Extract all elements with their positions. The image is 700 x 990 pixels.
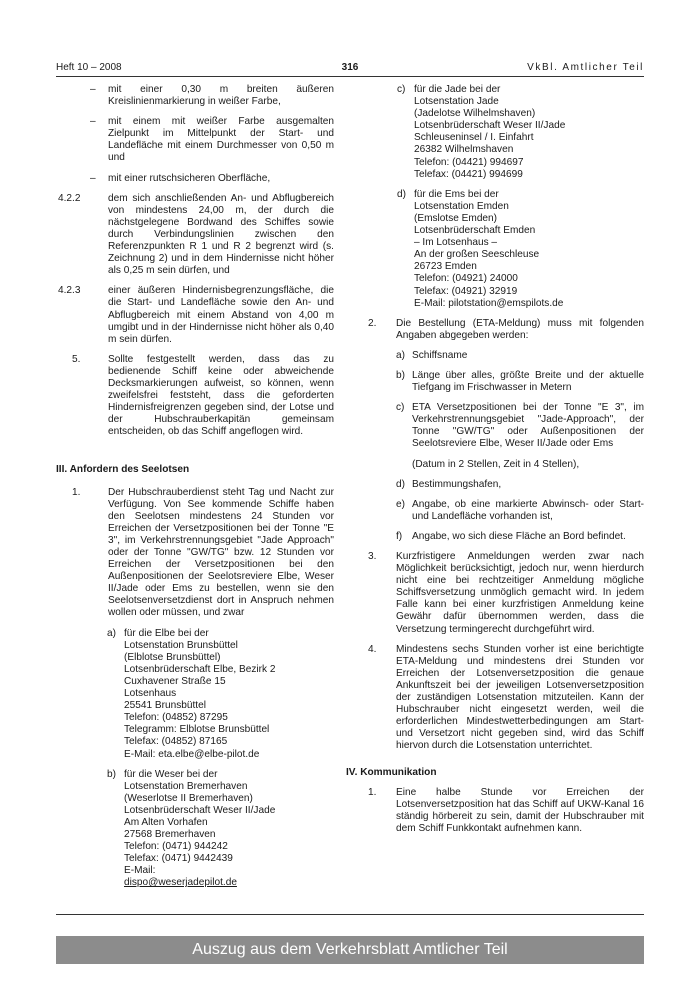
dash-item xyxy=(56,116,334,164)
sub-item xyxy=(366,479,644,491)
email-prefix: E-Mail: xyxy=(124,865,156,877)
address-line: Cuxhavener Straße 15 xyxy=(124,675,226,687)
item-number: 4.2.3 xyxy=(58,285,81,297)
item-number: 1. xyxy=(368,786,377,798)
sub-text: ETA Versetzpositionen bei der Tonne "E 3", im Verkehrstrennungsgebiet "Jade-Approach", der Tonne "GW/TG" oder Außenpositionen der Seelotsreviere Elbe, Weser II/Jade oder Ems xyxy=(412,402,644,450)
left-column xyxy=(56,84,334,898)
address-line: E-Mail: pilotstation@emspilots.de xyxy=(414,297,564,309)
item-number: 1. xyxy=(72,486,81,498)
sub-marker: f) xyxy=(396,530,403,542)
sub-item xyxy=(366,531,644,543)
address-line: Am Alten Vorhafen xyxy=(124,816,208,828)
numbered-item xyxy=(366,551,644,636)
item-number: 5. xyxy=(72,353,81,365)
address-line: 26723 Emden xyxy=(414,261,477,273)
dash-text: mit einem mit weißer Farbe ausgemalten Zielpunkt im Mittelpunkt der Start- und Landefläche mit einem Durchmesser von 0,50 m und xyxy=(108,116,334,164)
dash-item xyxy=(56,173,334,185)
address-line: Lotsenstation Bremerhaven xyxy=(124,780,248,792)
sub-text: Schiffsname xyxy=(412,349,468,361)
email-line xyxy=(124,865,334,889)
sub-marker: c) xyxy=(396,402,405,414)
numbered-item xyxy=(56,354,334,439)
dash-marker: – xyxy=(90,116,96,128)
item-text: Sollte festgestellt werden, dass das zu bedienende Schiff keine oder abweichende Decksmarkierungen aufweist, so können, wenn zweifelsfrei feststeht, dass die geforderten Hindernisfreigrenzen gegeben sind, der Lotse und der Hubschrauberkapitän gemeinsam entscheiden, ob das Schiff angeflogen wird. xyxy=(108,353,334,438)
dash-text: mit einer 0,30 m breiten äußeren Kreislinienmarkierung in weißer Farbe, xyxy=(108,84,334,108)
item-text: einer äußeren Hindernisbegrenzungsfläche, die die Start- und Landefläche sowie den An- und Abflugbereich mit einem Abstand von 4,00 m umgibt und in der Hindernisse nicht höher als 0,40 m sein dürfen. xyxy=(108,285,334,345)
address-line: Telefax: (04921) 32919 xyxy=(414,285,518,297)
item-text: dem sich anschließenden An- und Abflugbereich von mindestens 24,00 m, der durch die nächstgelegene Bordwand des Schiffes sowie durch Verbindungslinien zwischen den Referenzpunkten R 1 und R 2 begrenzt wird (s. Zeichnung 2) und in dem Hindernisse nicht höher als 0,25 m sein dürfen, und xyxy=(108,192,334,277)
sub-text: Angabe, wo sich diese Fläche an Bord befindet. xyxy=(412,530,626,542)
address-line: Lotsenstation Brunsbüttel xyxy=(124,639,238,651)
numbered-item xyxy=(56,285,334,345)
address-line: 26382 Wilhelmshaven xyxy=(414,144,514,156)
address-block-elbe xyxy=(56,628,334,761)
sub-text: Bestimmungshafen, xyxy=(412,478,502,490)
page-number: 316 xyxy=(341,62,359,73)
address-line: Lotsenstation Emden xyxy=(414,200,509,212)
address-line: (Jadelotse Wilhelmshaven) xyxy=(414,108,536,120)
item-text: Mindestens sechs Stunden vorher ist eine berichtigte ETA-Meldung und mindestens drei Stunden vor Erreichen der Lotsenversetzposition die genaue Ankunftszeit bei der jeweiligen Lotsenversetzposition der zuständigen Lotsenstation mitzuteilen. Kann der Hubschrauber nicht eingesetzt werden, weil die erforderlichen Mindestwetterbedingungen am Start- und Versetzort nicht gegeben sind, wird das Schiff hiervon durch die Lotsenstation unterrichtet. xyxy=(396,643,644,752)
sub-marker: a) xyxy=(396,349,405,361)
format-note: (Datum in 2 Stellen, Zeit in 4 Stellen), xyxy=(412,458,580,470)
footer-rule xyxy=(56,914,644,915)
dash-marker: – xyxy=(90,84,96,95)
item-number: 3. xyxy=(368,551,377,562)
address-line: Lotsenbrüderschaft Elbe, Bezirk 2 xyxy=(124,663,276,675)
address-marker: d) xyxy=(397,188,406,200)
address-line: für die Elbe bei der xyxy=(124,627,209,639)
address-line: Lotsenbrüderschaft Weser II/Jade xyxy=(414,120,566,132)
address-line: (Weserlotse II Bremerhaven) xyxy=(124,792,253,804)
dash-item xyxy=(56,84,334,108)
dash-text: mit einer rutschsicheren Oberfläche, xyxy=(108,172,271,184)
address-line: 25541 Brunsbüttel xyxy=(124,700,206,712)
sub-text: Länge über alles, größte Breite und der aktuelle Tiefgang im Frischwasser in Metern xyxy=(412,369,644,394)
address-block-weser xyxy=(56,769,334,890)
address-block-jade xyxy=(366,84,644,181)
address-line: für die Jade bei der xyxy=(414,84,501,95)
issue-label: Heft 10 – 2008 xyxy=(56,62,122,73)
address-line: Telefon: (0471) 944242 xyxy=(124,841,228,853)
section-heading: IV. Kommunikation xyxy=(346,766,437,778)
numbered-item xyxy=(366,644,644,753)
address-line: (Emslotse Emden) xyxy=(414,212,498,224)
email-link[interactable]: dispo@weserjadepilot.de xyxy=(124,877,237,889)
item-number: 4.2.2 xyxy=(58,192,81,204)
address-line: – Im Lotsenhaus – xyxy=(414,237,498,249)
address-marker: b) xyxy=(107,768,116,780)
item-number: 4. xyxy=(368,643,377,655)
address-line: für die Weser bei der xyxy=(124,768,218,780)
sub-text: Angabe, ob eine markierte Abwinsch- oder Start- und Landefläche vorhanden ist, xyxy=(412,498,644,522)
sub-item xyxy=(366,370,644,394)
item-text: Kurzfristigere Anmeldungen werden zwar nach Möglichkeit berücksichtigt, jedoch nur, wenn hierdurch nicht eine bei rechtzeitiger Anmeldung mögliche Schiffsversetzung unmöglich gemacht wird. In jedem Falle kann bei einer kurzfristigen Anmeldung keine Gewähr dafür übernommen werden, dass die Versetzung termingerecht durchgeführt wird. xyxy=(396,551,644,635)
sub-marker: b) xyxy=(396,369,405,381)
numbered-item xyxy=(366,787,644,835)
numbered-item xyxy=(366,318,644,342)
sub-marker: e) xyxy=(396,498,405,510)
dash-marker: – xyxy=(90,172,96,184)
right-column xyxy=(346,84,644,843)
address-line: Telefon: (04921) 24000 xyxy=(414,273,518,285)
address-line: Telegramm: Elblotse Brunsbüttel xyxy=(124,724,270,736)
address-line: Telefax: (04421) 994699 xyxy=(414,168,523,180)
sub-item xyxy=(366,499,644,523)
section-heading: III. Anfordern des Seelotsen xyxy=(56,464,190,476)
item-text: Die Bestellung (ETA-Meldung) muss mit folgenden Angaben abgegeben werden: xyxy=(396,317,644,341)
address-line: Telefax: (0471) 9442439 xyxy=(124,853,233,865)
address-line: (Elblotse Brunsbüttel) xyxy=(124,651,221,663)
publication-label: VkBl. Amtlicher Teil xyxy=(527,62,644,73)
address-line: Lotsenbrüderschaft Weser II/Jade xyxy=(124,804,276,816)
address-line: E-Mail: eta.elbe@elbe-pilot.de xyxy=(124,748,260,760)
address-marker: c) xyxy=(397,84,406,95)
address-line: Lotsenbrüderschaft Emden xyxy=(414,225,536,237)
address-line: für die Ems bei der xyxy=(414,188,499,200)
header-rule xyxy=(56,76,644,77)
address-line: 27568 Bremerhaven xyxy=(124,829,216,841)
address-line: Lotsenstation Jade xyxy=(414,96,499,108)
item-number: 2. xyxy=(368,317,377,329)
item-text: Der Hubschrauberdienst steht Tag und Nacht zur Verfügung. Von See kommende Schiffe haben den Seelotsen mindestens 24 Stunden vor Erreichen der Versetzpositionen bei der Tonne "E 3", im Verkehrstrennungsgebiet "Jade Approach" oder der Tonne "GW/TG" bzw. 12 Stunden vor Erreichen der Versetzpositionen bei den Außenpositionen der Seelotsreviere Elbe, Weser II/Jade oder Ems zu bestellen, wenn sie den Seelotsenversetzdienst dort in Anspruch nehmen wollen oder müssen, und zwar xyxy=(108,486,334,619)
numbered-item xyxy=(56,487,334,620)
address-marker: a) xyxy=(107,627,116,639)
numbered-item xyxy=(56,193,334,278)
address-line: Lotsenhaus xyxy=(124,688,177,700)
address-line: Telefon: (04421) 994697 xyxy=(414,156,524,168)
address-block-ems xyxy=(366,189,644,310)
address-line: Schleuseninsel / I. Einfahrt xyxy=(414,132,534,144)
address-line: Telefon: (04852) 87295 xyxy=(124,712,228,724)
address-line: An der großen Seeschleuse xyxy=(414,249,540,261)
sub-item xyxy=(366,350,644,362)
item-text: Eine halbe Stunde vor Erreichen der Lotsenversetzposition hat das Schiff auf UKW-Kanal 16 ständig hörbereit zu sein, damit der Hubschrauber mit dem Schiff Funkkontakt aufnehmen kann. xyxy=(396,786,644,834)
address-line: Telefax: (04852) 87165 xyxy=(124,736,228,748)
sub-item xyxy=(366,402,644,450)
sub-marker: d) xyxy=(396,478,405,490)
footer-banner: Auszug aus dem Verkehrsblatt Amtlicher Teil xyxy=(56,936,644,964)
